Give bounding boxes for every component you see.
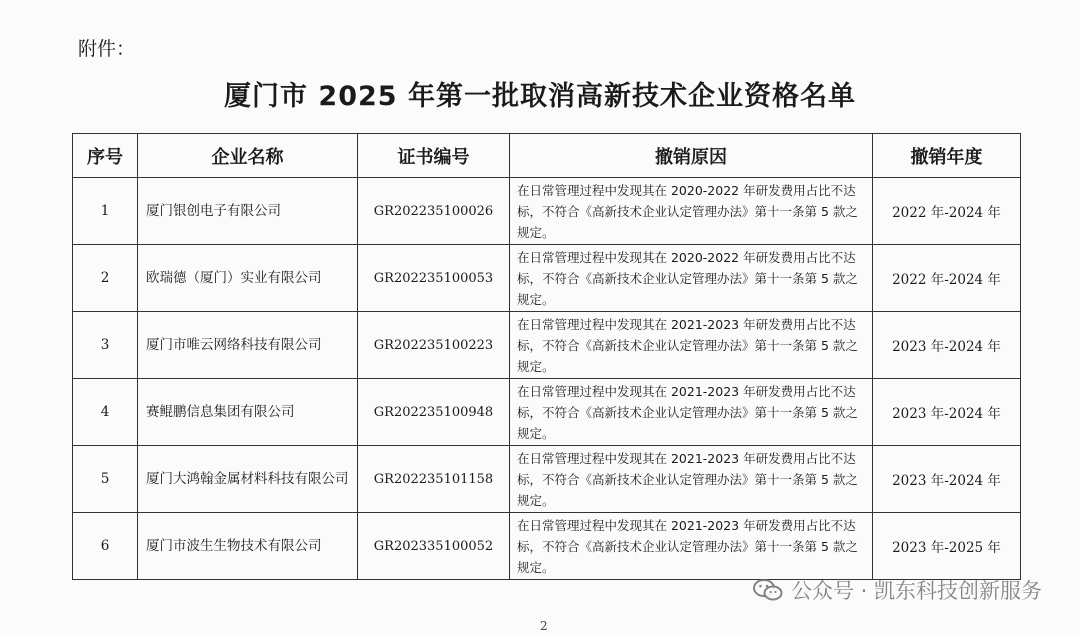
revocation-year: 2023 年-2024 年 (873, 446, 1021, 513)
certificate-number: GR202235101158 (358, 446, 510, 513)
table-row (73, 312, 1021, 379)
certificate-number: GR202235100053 (358, 245, 510, 312)
revocation-reason: 在日常管理过程中发现其在 2020-2022 年研发费用占比不达标，不符合《高新技术企业认定管理办法》第十一条第 5 款之规定。 (510, 178, 873, 245)
certificate-number: GR202235100948 (358, 379, 510, 446)
row-number: 5 (73, 446, 138, 513)
header-certificate-number: 证书编号 (358, 134, 510, 178)
header-revocation-year: 撤销年度 (873, 134, 1021, 178)
certificate-number: GR202235100026 (358, 178, 510, 245)
row-number: 1 (73, 178, 138, 245)
table-row (73, 245, 1021, 312)
revocation-reason: 在日常管理过程中发现其在 2021-2023 年研发费用占比不达标，不符合《高新技术企业认定管理办法》第十一条第 5 款之规定。 (510, 513, 873, 580)
page-number: 2 (540, 619, 548, 633)
revocation-reason: 在日常管理过程中发现其在 2021-2023 年研发费用占比不达标，不符合《高新技术企业认定管理办法》第十一条第 5 款之规定。 (510, 312, 873, 379)
company-name: 厦门银创电子有限公司 (138, 178, 358, 245)
row-number: 4 (73, 379, 138, 446)
revocation-table (72, 133, 1021, 580)
watermark-text: 公众号 · 凯东科技创新服务 (790, 579, 1042, 603)
page-title: 厦门市 2025 年第一批取消高新技术企业资格名单 (224, 81, 856, 112)
company-name: 厦门大鸿翰金属材料科技有限公司 (138, 446, 358, 513)
row-number: 2 (73, 245, 138, 312)
watermark (753, 575, 1042, 605)
revocation-year: 2023 年-2024 年 (873, 312, 1021, 379)
row-number: 6 (73, 513, 138, 580)
company-name: 厦门市唯云网络科技有限公司 (138, 312, 358, 379)
header-revocation-reason: 撤销原因 (510, 134, 873, 178)
header-no: 序号 (73, 134, 138, 178)
revocation-reason: 在日常管理过程中发现其在 2020-2022 年研发费用占比不达标，不符合《高新技术企业认定管理办法》第十一条第 5 款之规定。 (510, 245, 873, 312)
table-header-row (73, 134, 1021, 178)
certificate-number: GR202335100052 (358, 513, 510, 580)
company-name: 欧瑞德（厦门）实业有限公司 (138, 245, 358, 312)
revocation-year: 2022 年-2024 年 (873, 245, 1021, 312)
table-row (73, 379, 1021, 446)
certificate-number: GR202235100223 (358, 312, 510, 379)
revocation-year: 2023 年-2025 年 (873, 513, 1021, 580)
row-number: 3 (73, 312, 138, 379)
table-row (73, 513, 1021, 580)
revocation-reason: 在日常管理过程中发现其在 2021-2023 年研发费用占比不达标，不符合《高新技术企业认定管理办法》第十一条第 5 款之规定。 (510, 379, 873, 446)
company-name: 赛鲲鹏信息集团有限公司 (138, 379, 358, 446)
table-row (73, 446, 1021, 513)
revocation-year: 2023 年-2024 年 (873, 379, 1021, 446)
revocation-reason: 在日常管理过程中发现其在 2021-2023 年研发费用占比不达标，不符合《高新技术企业认定管理办法》第十一条第 5 款之规定。 (510, 446, 873, 513)
header-company-name: 企业名称 (138, 134, 358, 178)
attachment-label: 附件： (78, 38, 136, 60)
table-row (73, 178, 1021, 245)
company-name: 厦门市波生生物技术有限公司 (138, 513, 358, 580)
wechat-icon (753, 578, 783, 602)
revocation-year: 2022 年-2024 年 (873, 178, 1021, 245)
